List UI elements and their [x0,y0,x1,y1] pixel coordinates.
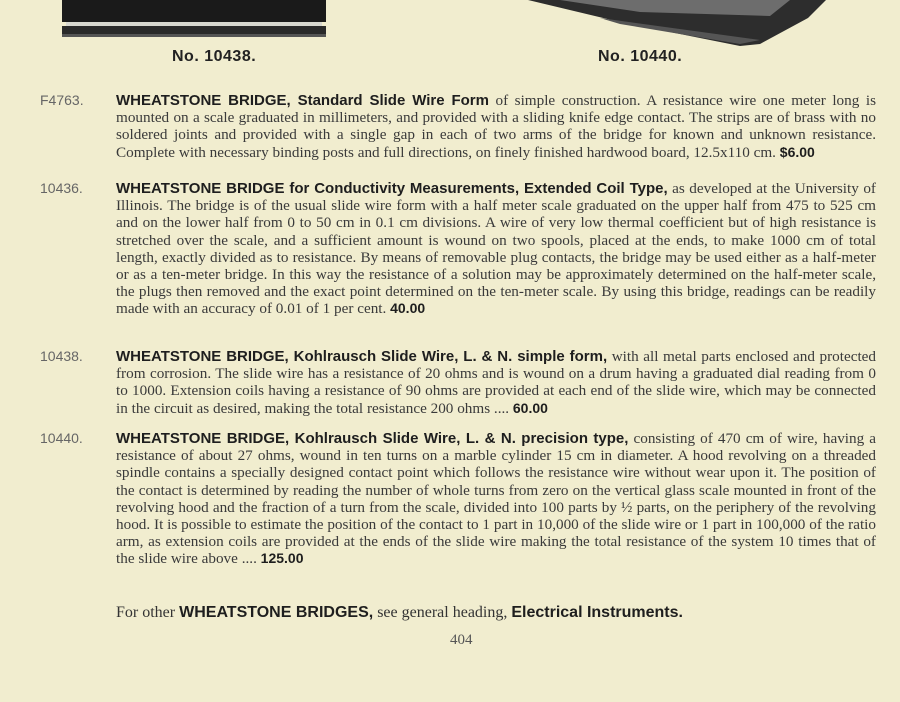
catalog-number: 10440. [40,430,83,446]
figure-10438-illustration [62,0,326,37]
figure-caption-10438: No. 10438. [172,48,257,65]
entry-text: consisting of 470 cm of wire, having a resistance of about 27 ohms, wound in ten turns on a marble cylinder 15 cm in diameter. A hood revolving on a threaded spindle contains a specially designed contact point which follows the resistance wire without wear upon it. The position of the contact is determined by reading the number of whole turns from zero on the vertical glass scale mounted in front of the revolving hood and the fraction of a turn from the scale, divided into 100 parts by ½ parts, on the periphery of the revolving hood. It is possible to estimate the position of the contact to 1 part in 10,000 of the slide wire or 1 part in 100,000 of the ratio arm, as extension coils are provided at the ends of the slide wire making the total resistance of the system 10 times that of the slide wire above [116,430,876,568]
entry-price: 60.00 [512,399,548,416]
entry-price: 125.00 [260,550,304,567]
figure-caption-10440: No. 10440. [598,48,683,65]
catalog-number: 10436. [40,180,83,196]
entry-title: WHEATSTONE BRIDGE for Conductivity Measurements, Extended Coil Type, [116,180,668,197]
note-middle: see general heading, [377,604,508,621]
figure-illustrations [0,0,900,46]
entry-text: as developed at the University of Illinois. The bridge is of the usual slide wire form with a half meter scale graduated on the upper half from 475 to 525 cm and on the lower half from 0 to 50 cm in 0.1 cm divisions. A wire of very low thermal coefficient but of high resistance is stretched over the scale, and a sufficient amount is wound on two spools, placed at the ends, to make 1000 cm of total length, exactly divided as to resistance. By means of removable plug contacts, the bridge may be used either as a half-meter or as a ten-meter bridge. In this way the resistance of a solution may be approximately determined on the half-meter scale, the plugs then removed and the exact point determined on the ten-meter scale. By using this bridge, readings can be readily made with an accuracy of 0.01 of 1 per cent. [116,180,876,318]
entry-description: WHEATSTONE BRIDGE, Kohlrausch Slide Wire, L. & N. simple form, with all metal parts enclosed and protected from corrosion. The slide wire has a resistance of 20 ohms and is wound on a drum having a graduated dial reading from 0 to 1000. Extension coils having a resistance of 90 ohms are provided at each end of the slide wire, which may be connected in the circuit as desired, making the total resistance 200 ohms .... 60.00 [116,348,876,417]
entry-title: WHEATSTONE BRIDGE, Kohlrausch Slide Wire, L. & N. simple form, [116,348,608,365]
entry-price: $6.00 [779,143,815,160]
catalog-number: F4763. [40,92,84,108]
entry-text: of simple construction. A resistance wire one meter long is mounted on a scale graduated in millimeters, and provided with a sliding knife edge contact. The strips are of brass with no soldered joints and provided with a single gap in each of two arms of the bridge for known and unknown resistance. Complete with necessary binding posts and full directions, on finely finished hardwood board, 12.5x110 cm. [116,92,876,161]
entry-title: WHEATSTONE BRIDGE, Standard Slide Wire Form [116,92,489,109]
entry-text: with all metal parts enclosed and protected from corrosion. The slide wire has a resistance of 20 ohms and is wound on a drum having a graduated dial reading from 0 to 1000. Extension coils having a resistance of 90 ohms are provided at each end of the slide wire, which may be connected in the circuit as desired, making the total resistance 200 ohms [116,348,876,417]
note-emphasis-instruments: Electrical Instruments. [511,604,683,621]
cross-reference-note [116,604,683,622]
page-number: 404 [450,632,473,648]
catalog-number: 10438. [40,348,83,364]
note-emphasis-bridges: WHEATSTONE BRIDGES, [179,604,374,621]
entry-description: WHEATSTONE BRIDGE, Kohlrausch Slide Wire, L. & N. precision type, consisting of 470 cm of wire, having a resistance of about 27 ohms, wound in ten turns on a marble cylinder 15 cm in diameter. A hood revolving on a threaded spindle contains a specially designed contact point which follows the resistance wire without wear upon it. The position of the contact is determined by reading the number of whole turns from zero on the vertical glass scale mounted in front of the revolving hood and the fraction of a turn from the scale, divided into 100 parts by ½ parts, on the periphery of the revolving hood. It is possible to estimate the position of the contact to 1 part in 10,000 of the slide wire or 1 part in 100,000 of the ratio arm, as extension coils are provided at the ends of the slide wire making the total resistance of the system 10 times that of the slide wire above .... 125.00 [116,430,876,568]
entry-price: 40.00 [390,300,426,317]
note-prefix: For other [116,604,176,621]
entry-title: WHEATSTONE BRIDGE, Kohlrausch Slide Wire, L. & N. precision type, [116,430,629,447]
entry-description [116,180,876,318]
entry-description [116,92,876,161]
figure-10440-illustration [528,0,826,46]
